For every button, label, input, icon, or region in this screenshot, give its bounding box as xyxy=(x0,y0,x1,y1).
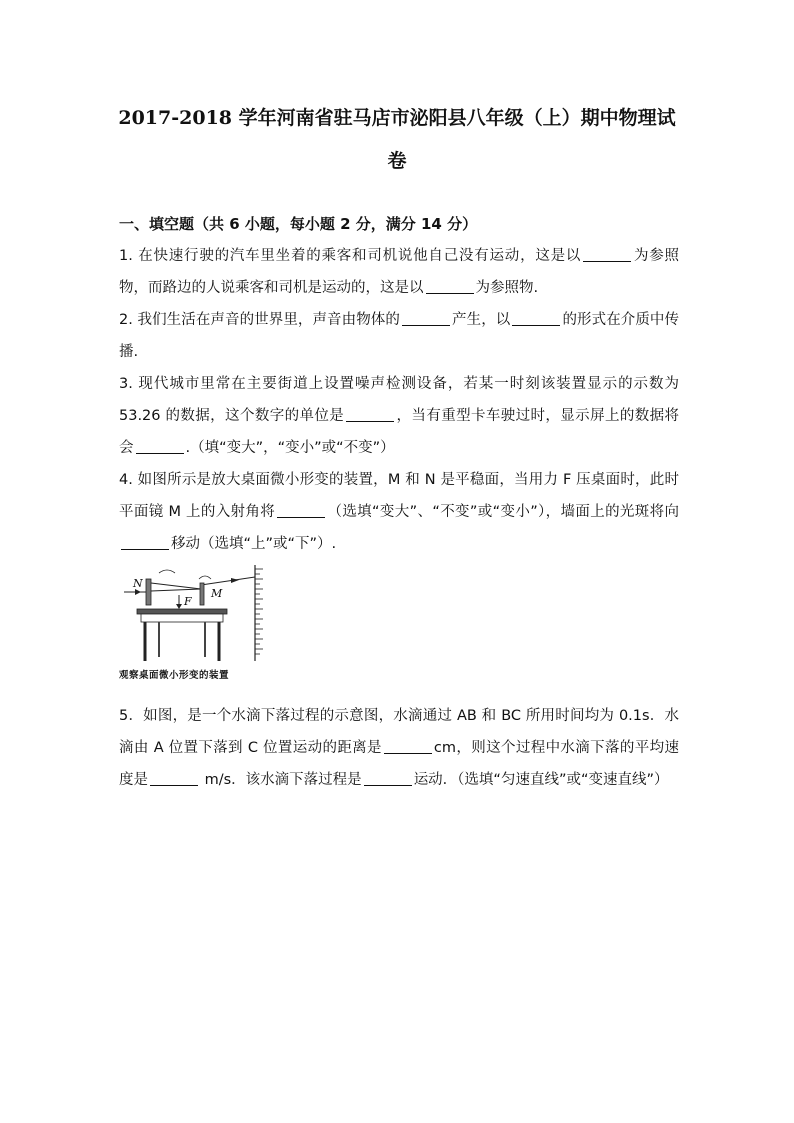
answer-blank xyxy=(121,535,169,551)
question-text: 4. 如图所示是放大桌面微小形变的装置，M 和 N 是平稳面，当用力 F 压桌面时，此时平面镜 M 上的入射角将 xyxy=(119,472,679,520)
apparatus-illustration xyxy=(119,561,274,667)
answer-blank xyxy=(346,407,394,423)
answer-blank xyxy=(426,279,474,295)
question-4 xyxy=(119,464,679,560)
question-text: 产生，以 xyxy=(451,312,511,328)
answer-blank xyxy=(583,247,631,263)
force-label: F xyxy=(184,595,192,608)
question-text: 的形式在介质中传播. xyxy=(119,312,680,360)
figure-caption: 观察桌面微小形变的装置 xyxy=(119,670,230,681)
section-heading: 一、填空题（共 6 小题，每小题 2 分，满分 14 分） xyxy=(119,215,478,233)
page-title-continued: 卷 xyxy=(387,150,407,172)
question-text: ，当有重型卡车驶过时，显示屏上的数据将会 xyxy=(119,408,680,456)
question-text: 1. 在快速行驶的汽车里坐着的乘客和司机说他自己没有运动，这是以 xyxy=(119,248,582,264)
table-deformation-figure xyxy=(119,561,274,688)
question-text: （选填“变大”、“不变”或“变小”），墙面上的光斑将向 xyxy=(327,504,679,520)
question-text: .（填“变大”，“变小”或“不变”） xyxy=(185,440,395,456)
mirror-n-label: N xyxy=(133,577,143,590)
answer-blank xyxy=(136,439,184,455)
page-title: 2017-2018 学年河南省驻马店市泌阳县八年级（上）期中物理试 xyxy=(118,107,676,129)
question-text: 5．如图，是一个水滴下落过程的示意图，水滴通过 AB 和 BC 所用时间均为 0.1s．水滴由 A 位置下落到 C 位置运动的距离是 xyxy=(119,708,679,756)
question-text: 移动（选填“上”或“下”）. xyxy=(171,536,337,552)
question-text: m/s．该水滴下落过程是 xyxy=(200,772,362,788)
answer-blank xyxy=(402,311,450,327)
question-3 xyxy=(119,368,679,464)
answer-blank xyxy=(384,739,432,755)
question-text: 为参照物，而路边的人说乘客和司机是运动的，这是以 xyxy=(119,248,679,296)
question-text: 运动．（选填“匀速直线”或“变速直线”） xyxy=(413,772,669,788)
question-5 xyxy=(119,700,679,796)
question-text: 2. 我们生活在声音的世界里，声音由物体的 xyxy=(119,312,400,328)
question-text: 为参照物. xyxy=(475,280,539,296)
question-text: 3. 现代城市里常在主要街道上设置噪声检测设备，若某一时刻该装置显示的示数为 53.26 的数据，这个数字的单位是 xyxy=(119,376,679,424)
mirror-m-label: M xyxy=(211,587,223,600)
answer-blank xyxy=(277,503,325,519)
answer-blank xyxy=(364,771,412,787)
question-text: cm，则这个过程中水滴下落的平均速度是 xyxy=(119,740,679,788)
question-1 xyxy=(119,240,679,304)
answer-blank xyxy=(150,771,198,787)
question-2 xyxy=(119,304,679,368)
answer-blank xyxy=(512,311,560,327)
